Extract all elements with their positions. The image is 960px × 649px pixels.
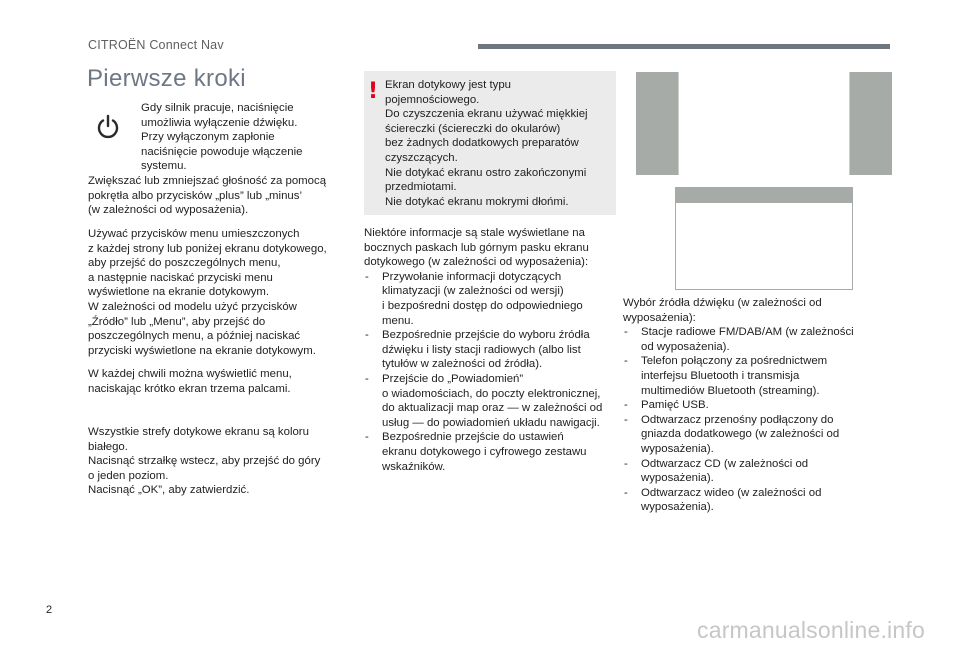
text-line: i bezpośredni dostęp do odpowiedniego [382, 299, 583, 312]
list-dash: - [624, 486, 628, 499]
text-line: aby przejść do poszczególnych menu, [88, 257, 281, 270]
list-dash: - [365, 329, 369, 342]
header-bar [478, 44, 890, 49]
list-item [364, 430, 618, 474]
exclamation-warning-icon [367, 79, 379, 104]
text-line: Przywołanie informacji dotyczących [382, 270, 562, 283]
list-item [623, 413, 891, 457]
intro-line: naciśnięcie powoduje włączenie [141, 145, 303, 158]
text-line: Pamięć USB. [641, 399, 709, 412]
text-line: wyświetlone na ekranie dotykowym. [88, 286, 270, 299]
warning-line: ściereczki (ściereczki do okularów) [385, 122, 561, 135]
text-line: bocznych paskach lub górnym pasku ekranu [364, 241, 589, 254]
text-line: naciskając krótko ekran trzema palcami. [88, 382, 291, 395]
text-line: W zależności od modelu użyć przycisków [88, 300, 297, 313]
menu-paragraph [88, 227, 353, 358]
intro-line: umożliwia wyłączenie dźwięku. [141, 116, 298, 129]
text-line: o wiadomościach, do poczty elektronicznej, [382, 387, 601, 400]
text-line: do aktualizacji map oraz — w zależności od [382, 402, 603, 415]
text-line: o jeden poziom. [88, 469, 169, 482]
list-dash: - [624, 457, 628, 470]
header-title: CITROËN Connect Nav [88, 38, 224, 52]
text-line: Bezpośrednie przejście do wyboru źródła [382, 329, 590, 342]
text-line: Wszystkie strefy dotykowe ekranu są koloru [88, 426, 309, 438]
text-line: białego. [88, 440, 128, 453]
text-line: Nacisnąć „OK”, aby zatwierdzić. [88, 484, 250, 497]
text-line: dotykowego (w zależności od wyposażenia): [364, 256, 589, 269]
text-line: ekranu dotykowego i cyfrowego zestawu [382, 445, 587, 458]
info-column [364, 226, 618, 474]
warning-line: Nie dotykać ekranu mokrymi dłońmi. [385, 195, 569, 208]
text-line: Niektóre informacje są stale wyświetlane na [364, 227, 585, 239]
list-item [623, 354, 891, 398]
volume-paragraph [88, 174, 353, 218]
page-number: 2 [46, 604, 53, 616]
list-dash: - [624, 326, 628, 339]
warning-line: Do czyszczenia ekranu używać miękkiej [385, 108, 588, 121]
intro-line: systemu. [141, 160, 187, 173]
screen-display-area [676, 203, 852, 289]
text-line: wyposażenia). [641, 501, 714, 514]
list-item [623, 398, 891, 413]
list-item [623, 325, 891, 354]
text-line: menu. [382, 314, 414, 327]
text-line: Przejście do „Powiadomień” [382, 372, 524, 385]
touch-zones-paragraph [88, 425, 353, 498]
text-line: Stacje radiowe FM/DAB/AM (w zależności [641, 326, 854, 339]
text-line: od wyposażenia). [641, 340, 730, 353]
list-dash: - [365, 270, 369, 283]
warning-line: pojemnościowego. [385, 93, 480, 106]
page-title: Pierwsze kroki [87, 65, 246, 92]
intro-text [141, 101, 351, 174]
list-dash: - [624, 399, 628, 412]
intro-line: Gdy silnik pracuje, naciśnięcie [141, 102, 294, 114]
screen-illustration-top-bar [675, 187, 853, 290]
text-line: wyposażenia). [641, 472, 714, 485]
text-line: Nacisnąć strzałkę wstecz, aby przejść do góry [88, 455, 321, 468]
list-item [623, 457, 891, 486]
screen-display-area [678, 72, 850, 175]
text-line: usług — do powiadomień układu nawigacji. [382, 416, 600, 429]
power-icon [94, 113, 122, 141]
text-line: Odtwarzacz wideo (w zależności od [641, 486, 822, 499]
list-dash: - [365, 372, 369, 385]
list-dash: - [624, 413, 628, 426]
text-line: gniazda dodatkowego (w zależności od [641, 428, 840, 441]
text-line: a następnie naciskać przyciski menu [88, 271, 273, 284]
screen-illustration-side-bars [636, 72, 892, 175]
text-line: poszczególnych menu, a później naciskać [88, 330, 301, 343]
text-line: pokrętła albo przycisków „plus” lub „minus’ [88, 189, 302, 202]
text-line: Odtwarzacz CD (w zależności od [641, 457, 809, 470]
list-dash: - [365, 431, 369, 444]
text-line: wyposażenia): [623, 311, 696, 324]
warning-line: czyszczących. [385, 151, 458, 164]
text-line: Telefon połączony za pośrednictwem [641, 355, 828, 368]
text-line: klimatyzacji (w zależności od wersji) [382, 285, 564, 298]
warning-line: bez żadnych dodatkowych preparatów [385, 137, 579, 150]
text-line: Zwiększać lub zmniejszać głośność za pomocą [88, 175, 327, 187]
warning-line: Ekran dotykowy jest typu [385, 79, 511, 91]
warning-line: Nie dotykać ekranu ostro zakończonymi [385, 166, 587, 179]
text-line: tytułów w zależności od źródła). [382, 358, 543, 371]
text-line: W każdej chwili można wyświetlić menu, [88, 368, 292, 380]
text-line: z każdej strony lub poniżej ekranu dotykowego, [88, 242, 327, 255]
text-line: przyciski wyświetlone na ekranie dotykowym. [88, 344, 316, 357]
list-item [364, 328, 618, 372]
text-line: „Źródło” lub „Menu”, aby przejść do [88, 315, 266, 328]
list-item [623, 486, 891, 515]
list-item [364, 270, 618, 328]
text-line: multimediów Bluetooth (streaming). [641, 384, 820, 397]
text-line: Bezpośrednie przejście do ustawień [382, 431, 564, 444]
warning-text [385, 78, 610, 209]
text-line: Używać przycisków menu umieszczonych [88, 228, 300, 240]
three-finger-paragraph [88, 367, 353, 396]
text-line: wyposażenia). [641, 442, 714, 455]
text-line: Odtwarzacz przenośny podłączony do [641, 413, 834, 426]
intro-line: Przy wyłączonym zapłonie [141, 131, 275, 144]
text-line: wskaźników. [382, 460, 446, 473]
watermark: carmanualsonline.info [697, 617, 925, 643]
warning-mark: ! [367, 79, 379, 104]
list-item [364, 372, 618, 430]
text-line: dźwięku i listy stacji radiowych (albo list [382, 343, 581, 356]
list-dash: - [624, 355, 628, 368]
text-line: (w zależności od wyposażenia). [88, 204, 249, 217]
text-line: interfejsu Bluetooth i transmisja [641, 369, 800, 382]
warning-line: przedmiotami. [385, 181, 457, 194]
sources-column [623, 296, 891, 515]
text-line: Wybór źródła dźwięku (w zależności od [623, 297, 822, 309]
